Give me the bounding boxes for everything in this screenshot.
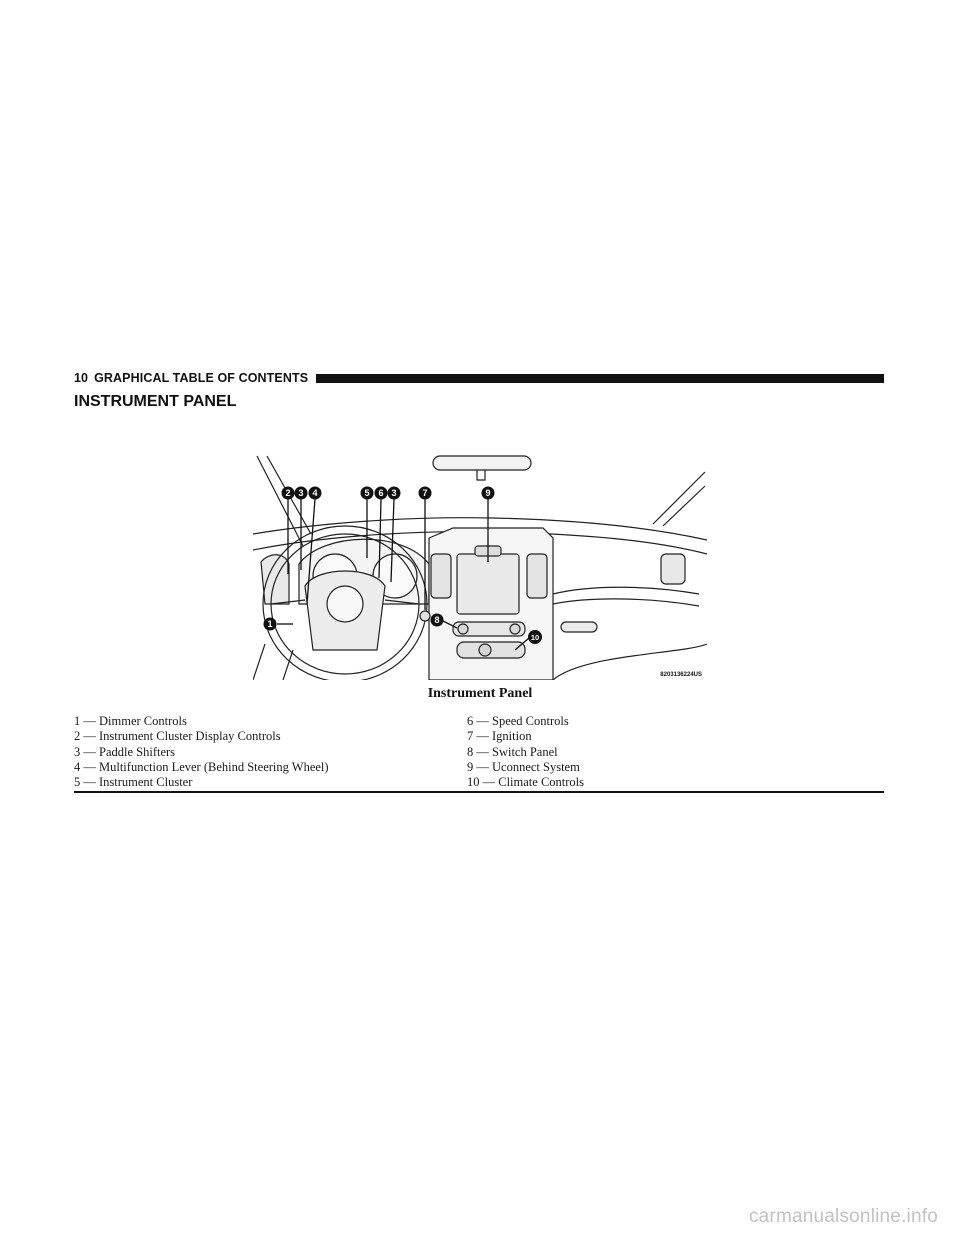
svg-text:2: 2 [285, 488, 291, 499]
svg-text:3: 3 [391, 488, 397, 499]
legend-item-10: 10 — Climate Controls [467, 775, 585, 790]
callout-3 [295, 487, 308, 500]
figure-caption: Instrument Panel [427, 686, 533, 701]
svg-text:5: 5 [364, 488, 370, 499]
svg-text:10: 10 [530, 633, 540, 642]
callout-8 [431, 614, 444, 627]
center-vent-right [527, 554, 547, 598]
callout-4 [309, 487, 322, 500]
glovebox-handle [561, 622, 597, 632]
header-rule [316, 374, 884, 383]
legend-item-6: 6 — Speed Controls [467, 714, 569, 728]
svg-text:4: 4 [312, 488, 318, 499]
center-vent-left [431, 554, 451, 598]
image-code: 8203136224US [660, 672, 702, 678]
legend-item-9: 9 — Uconnect System [467, 759, 580, 774]
callout-legend [74, 714, 884, 790]
legend-item-3: 3 — Paddle Shifters [74, 744, 176, 759]
horn-emblem [327, 586, 363, 622]
page-number: 10 [74, 371, 89, 385]
callout-7 [419, 487, 432, 500]
svg-text:1: 1 [267, 619, 273, 630]
section-title: INSTRUMENT PANEL [74, 393, 237, 410]
page-header [74, 371, 884, 385]
svg-text:7: 7 [422, 488, 428, 499]
svg-text:8: 8 [434, 615, 440, 626]
legend-item-8: 8 — Switch Panel [467, 744, 558, 759]
legend-bottom-rule [74, 791, 884, 793]
legend-item-7: 7 — Ignition [467, 729, 532, 744]
uconnect-screen [457, 554, 519, 614]
callout-5 [361, 487, 374, 500]
legend-item-1: 1 — Dimmer Controls [74, 714, 187, 728]
passenger-vent [661, 554, 685, 584]
callout-3-right [388, 487, 401, 500]
watermark: carmanualsonline.info [748, 1206, 938, 1227]
legend-item-2: 2 — Instrument Cluster Display Controls [74, 729, 281, 744]
svg-text:6: 6 [378, 488, 384, 499]
callout-1 [264, 618, 277, 631]
dashboard-drawing [253, 454, 707, 680]
callout-2 [282, 487, 295, 500]
svg-text:3: 3 [298, 488, 304, 499]
callout-10 [528, 630, 542, 644]
svg-text:9: 9 [485, 488, 491, 499]
callout-6 [375, 487, 388, 500]
ignition-button [420, 611, 430, 621]
callout-9 [482, 487, 495, 500]
instrument-panel-illustration [253, 454, 707, 680]
running-header-title: GRAPHICAL TABLE OF CONTENTS [94, 371, 309, 385]
rearview-mirror [433, 456, 531, 470]
legend-item-4: 4 — Multifunction Lever (Behind Steering Wheel) [74, 759, 329, 774]
legend-item-5: 5 — Instrument Cluster [74, 775, 193, 790]
